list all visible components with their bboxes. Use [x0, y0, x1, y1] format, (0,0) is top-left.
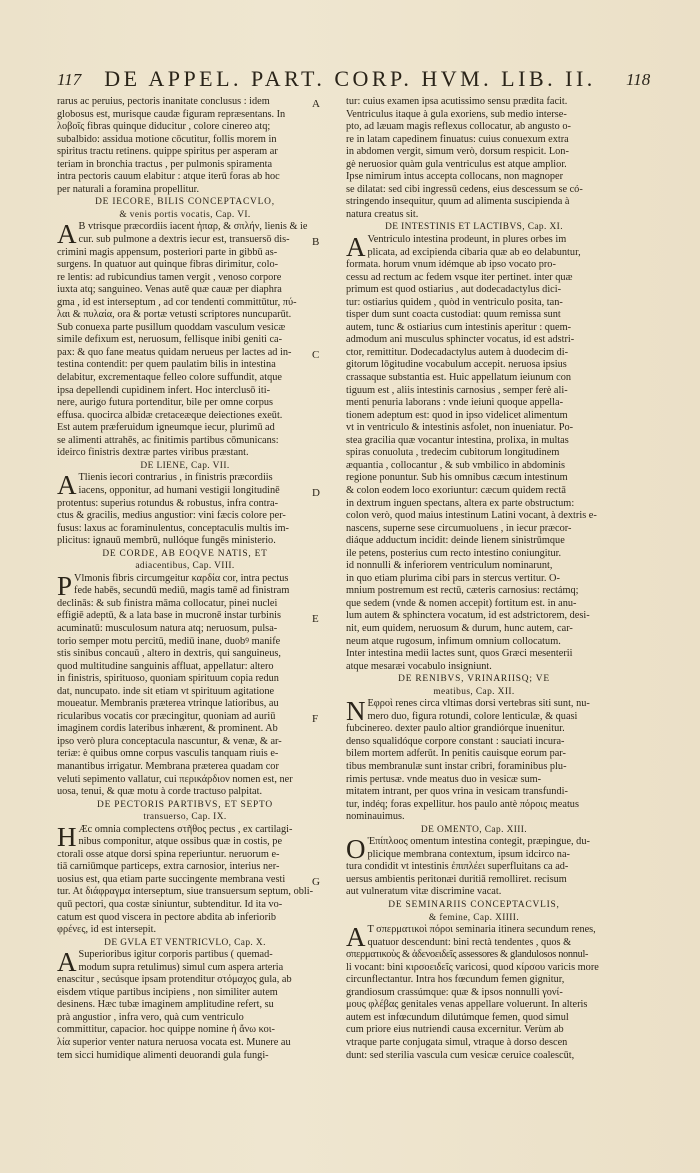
text-line: iacens, opponitur, ad humani vestigii longitudinē	[78, 484, 280, 496]
text-line: μους φλέβας genitales venas appellare voluerunt. In alteris	[346, 999, 588, 1011]
text-line: Æc omnia complectens στῆθος pectus , ex cartilagi-	[78, 823, 293, 835]
text-line: delabitur, excrementaque felleo colore suffundit, atque	[57, 372, 282, 384]
chapter-heading: DE INTESTINIS ET LACTIBVS, Cap. XI.	[385, 222, 563, 233]
running-head	[0, 66, 700, 94]
text-line: stea gracilia quæ vocantur intestina, prolixa, in multas	[346, 434, 569, 446]
chapter-heading: & venis portis vocatis, Cap. VI.	[119, 209, 251, 220]
text-line: denso squalidóque corpore constant : sauciati incura-	[346, 735, 565, 747]
text-line: cessu ad rectum ac fedem vsque iter pertinet. inter quæ	[346, 271, 573, 283]
text-line: effigiē adeptū, & a lata base in mucronē instar turbinis	[57, 610, 281, 622]
text-line: spiras conuoluta , tredecim cubitorum longitudinem	[346, 447, 560, 459]
text-line: teriæ: è quibus omne corpus vasculis tanquam riuis e-	[57, 748, 279, 760]
text-line: plicitus: ignauū membrū, nullóque fungēs ministerio.	[57, 535, 276, 547]
drop-cap: A	[57, 219, 77, 250]
text-line: tur, indéq; foras expellitur. hos paulo antè πόροις meatus	[346, 798, 579, 810]
chapter-heading: DE GVLA ET VENTRICVLO, Cap. X.	[104, 937, 266, 948]
text-line: tura condidit vt intestinis ἐπιπλέει superfluitans ca ad-	[346, 861, 569, 873]
text-line: λαι & πυλαία, ora & portæ vetusti scriptores nuncuparūt.	[57, 309, 292, 321]
text-line: id nonnulli & inferiorem ventriculum nominarunt,	[346, 560, 553, 572]
text-line: li vocant: bini κιρσοειδεῖς varicosi, quod κίρσου varicis more	[346, 961, 599, 973]
text-line: neum atque rugosum, infimum omnium collocatum.	[346, 635, 561, 647]
text-line: Est autem præferuidum igneumque iecur, plurimū ad	[57, 422, 275, 434]
text-line: veluti sepimento vallatur, cui περικάρδιον nomen est, ner	[57, 773, 293, 785]
chapter-heading: DE LIENE, Cap. VII.	[140, 460, 230, 471]
text-line: tionem adeptum est: quod in ipso videlicet alimentum	[346, 409, 568, 421]
text-line: regione ponuntur. Sub his omnibus cæcum intestinum	[346, 472, 568, 484]
margin-letter: A	[312, 98, 320, 110]
text-line: Τ σπερματικοὶ πόροι seminaria itinera secundum renes,	[367, 924, 596, 936]
text-line: imaginem cordis lateribus inhærent, & prominent. Ab	[57, 723, 278, 735]
text-line: ipso verò plura conceptacula nascuntur, & venæ, & ar-	[57, 735, 282, 747]
text-line: pto, ad læuam magis reflexus collocatur, ab angusto o-	[346, 121, 571, 133]
text-line: crimini magis appensum, posteriori parte in gibbū as-	[57, 246, 278, 258]
chapter-heading: DE CORDE, AB EOQVE NATIS, ET	[102, 548, 268, 559]
text-line: in abdomen vergit, simum verò, dorsum respicit. Lon-	[346, 146, 569, 158]
text-line: crassaque substantia est. Huic appellatum ieiunum con	[346, 372, 572, 384]
text-line: per naturali a foramina propellitur.	[57, 183, 200, 195]
text-line: testina contendit: per quem paulatim bilis in intestina	[57, 359, 276, 371]
drop-cap: A	[57, 947, 77, 978]
folio-left: 117	[57, 70, 82, 89]
text-line: nascens, superne sese circumuoluens , in iecur præcor-	[346, 522, 572, 534]
margin-letter: F	[312, 712, 319, 725]
text-line: fusus: laxus ac foraminulentus, conceptaculis multis im-	[57, 522, 289, 534]
text-line: moueatur. Membranis præterea vtrinque latioribus, au	[57, 698, 279, 710]
text-line: surgens. In quatuor aut quinque fibras dirimitur, colo-	[57, 259, 279, 271]
text-line: prà angustior , infra vero, quà cum ventriculo	[57, 1011, 244, 1023]
text-line: gma , id est interseptum , ad cor tendenti committūtur, πύ-	[57, 296, 297, 308]
text-line: uosa, tenui, & quæ motu à corde tractuso palpitat.	[57, 786, 263, 798]
text-line: iuxta atq; sanguineo. Venas autē quæ cauæ per diaphra	[57, 284, 282, 296]
text-line: nit, eum quidem, neruosum & durum, hunc autem, car-	[346, 622, 573, 634]
drop-cap: A	[346, 922, 366, 953]
text-line: ipsa depellendi cupidinem infert. Hoc interclusō iti-	[57, 384, 271, 396]
text-line: teriam in bronchia tractus , per pulmonis spiramenta	[57, 158, 273, 170]
text-line: Ipse nimirum intus accepta collocans, non magnoper	[346, 171, 564, 183]
text-line: colon verò, quod maius intestinum Latini vocant, à dextris e-	[346, 510, 597, 522]
text-line: æquantia , collocantur , & sub vmbilico in abdominis	[346, 459, 566, 471]
text-line: fede habēs, secundū mediū, magis tamē ad finistram	[74, 585, 290, 597]
text-line: vt in ventriculo & intestinis asfolet, non inueniatur. Po-	[346, 422, 574, 434]
text-line: effusa. quocirca albidæ cretaceæque deiectiones exeūt.	[57, 409, 283, 421]
text-line: tiguum est , aliis intestinis carnosius , semper ferè ali-	[346, 384, 568, 396]
text-line: ricularibus vocatis cor præcingitur, quoniam ad auriū	[57, 710, 276, 722]
text-line: nominauimus.	[346, 811, 405, 823]
text-line: uersus ambientis peritonæi duritiā remolliret. recisum	[346, 873, 567, 885]
text-line: in finistris, spirituoso, quoniam spirituum copia redun	[57, 673, 279, 685]
margin-letter: D	[312, 487, 320, 500]
text-line: diáque adductum incidit: deinde lienem sinistrūmque	[346, 535, 565, 547]
text-line: tur: cuius examen ipsa acutissimo sensu prædita facit.	[346, 96, 568, 107]
margin-letter: B	[312, 236, 320, 249]
text-line: intra pectoris cauum elabitur : atque iterū foras ab hoc	[57, 171, 280, 183]
text-line: protentus: superius rotundus & robustus, infra contra-	[57, 497, 279, 509]
text-line: modum supra retulimus) simul cum aspera arteria	[78, 961, 284, 973]
text-line: ctorali osse atque dorsi spina reperiuntur. neruorum e-	[57, 848, 280, 860]
text-line: globosus est, murisque caudæ figuram repræsentans. In	[57, 108, 286, 120]
text-line: stis sinibus concauū , altero in dextris, qui sanguineus,	[57, 648, 281, 660]
chapter-heading: DE IECORE, BILIS CONCEPTACVLO,	[95, 197, 275, 208]
text-line: stringendo insequitur, quum ad alimenta suscipienda à	[346, 196, 570, 208]
text-line: quod multitudine sanguinis affluat, appellatur: altero	[57, 660, 274, 672]
text-line: vtraque parte conjugata simul, vtraque à dorso descen	[346, 1037, 568, 1049]
right-column	[346, 96, 602, 1062]
text-line: & colon eodem loco exoriuntur: cæcum quidem rectā	[346, 484, 566, 496]
text-line: formata. horum vnum idémque ab ipso vocato pro-	[346, 259, 556, 271]
text-line: Εφροὶ renes circa vltimas dorsi vertebras siti sunt, nu-	[367, 698, 590, 710]
text-line: Superioribus igitur corporis partibus ( quemad-	[78, 949, 273, 961]
text-line: tibus membranulæ sunt instar cribri, foraminibus plu-	[346, 760, 567, 772]
text-line: tisper dum sunt coacta custodiat: quum remissa sunt	[346, 309, 561, 321]
drop-cap: A	[346, 232, 366, 263]
chapter-heading: DE OMENTO, Cap. XIII.	[420, 824, 528, 835]
text-line: Inter intestina medii lactes sunt, quos Græci mesenterii	[346, 648, 573, 660]
text-line: que sedem (vnde & nomen accepit) fortitum est. in anu-	[346, 597, 577, 609]
text-line: uosius est, qua etiam parte succingente membrana vesti	[57, 873, 286, 885]
text-line: circunflectantur. Intra hos fœcundum femen gignitur,	[346, 974, 565, 986]
text-line: declinās: & sub finistra māma collocatur, pinei nuclei	[57, 597, 278, 609]
text-line: dunt: sed sterilia vascula cum vesicæ ceruice coalescūt,	[346, 1049, 575, 1061]
chapter-heading: meatibus, Cap. XII.	[433, 686, 515, 697]
drop-cap: O	[346, 834, 366, 865]
text-line: eisdem vtique partibus incipiens , non similiter autem	[57, 986, 278, 998]
margin-letter: G	[312, 876, 320, 889]
text-line: torio semper motu percitū, mediū inane, duobꝰ manife	[57, 635, 281, 647]
text-line: Sub conuexa parte pusillum quoddam vasculum vesicæ	[57, 321, 286, 333]
text-line: aut vulneratum vitæ discrimine vacat.	[346, 886, 502, 898]
text-line: ile petens, posterius cum recto intestino coniungitur.	[346, 547, 562, 559]
text-line: rimis pertusæ. vnde meatus duo in vesicæ sum-	[346, 773, 542, 785]
text-line: Ventriculus itaque à gula exoriens, sub medio interse-	[346, 108, 567, 120]
text-line: autem est infœcundum dilutúmque femen, quod simul	[346, 1011, 569, 1023]
text-line: grandiosum crassúmque: quæ & ipsos nonnulli γονί-	[346, 986, 563, 998]
text-line: tur: ostiarius quidem , quòd in ventriculo posita, tan-	[346, 296, 563, 308]
text-line: primum est quod ostiarius , aut dodecadactylus dici-	[346, 284, 562, 296]
text-line: desinens. Hæc tubæ imaginem amplitudine refert, su	[57, 999, 274, 1011]
drop-cap: N	[346, 696, 366, 727]
text-line: autem, tunc & ostiarius cum intestinis aperitur : quem-	[346, 321, 572, 333]
text-line: tem sicci humidique alimenti deuorandi gula fungi-	[57, 1049, 269, 1061]
text-line: nere, aurigo futura portenditur, bile per omne corpus	[57, 397, 274, 409]
text-line: mnium postremum est rectū, cæteris carnosius: rectámq;	[346, 585, 579, 597]
text-line: λία superior venter natura neruosa vocata est. Munere au	[57, 1037, 291, 1049]
text-line: tiā carniūmque particeps, extra carnosior, interius ner-	[57, 861, 280, 873]
text-line: cum priore eius nutriendi causa excernitur. Verùm ab	[346, 1024, 564, 1036]
text-line: plicata, ad excipienda cibaria quæ ab eo delabuntur,	[367, 246, 581, 258]
text-line: spiritus tractu retinens. quippe spiritus per asperam ar	[57, 146, 278, 158]
text-line: Ventriculo intestina prodeunt, in plures orbes im	[367, 234, 567, 246]
text-line: in dextrum inguen spectans, altera ex parte obstructum:	[346, 497, 575, 509]
text-line: mero duo, figura rotundi, colore lenticulæ, & quasi	[367, 710, 578, 722]
text-line: tur. At διάφραγμα interseptum, siue transuersum septum, obli-	[57, 886, 314, 898]
text-line: bilem mortem adferūt. In penitis cauisque eorum par-	[346, 748, 566, 760]
text-line: catum est quod viscera in pectore abdita ab inferiorib	[57, 911, 277, 923]
text-line: dat, nuncupato. inde sit etiam vt spirituum agitatione	[57, 685, 275, 697]
text-line: se alimenti attrahēs, ac finitimis partibus cōmunicans:	[57, 434, 279, 446]
text-line: Tlienis iecori contrarius , in finistris præcordiis	[78, 472, 273, 484]
text-line: ctor, remittitur. Dodecadactylus autem à duodecim di-	[346, 346, 569, 358]
text-line: re in latam capedinem finuatus: cuius conuexum extra	[346, 133, 569, 145]
text-line: cur. sub pulmone a dextris iecur est, transuersō dis-	[78, 234, 290, 246]
text-line: σπερματικοὺς & ἀδενοειδεῖς assessores & glandulosos nonnul-	[346, 949, 589, 961]
chapter-heading: DE PECTORIS PARTIBVS, ET SEPTO	[97, 799, 273, 810]
drop-cap: H	[57, 821, 77, 852]
text-line: manantibus irrigatur. Membrana præterea quadam cor	[57, 760, 279, 772]
text-line: quū pectori, qua costæ siniuntur, subtenditur. Id ita vo-	[57, 899, 283, 910]
text-line: rarus ac peruius, pectoris inanitate conclusus : idem	[57, 96, 270, 107]
margin-letter: E	[312, 612, 319, 625]
text-line: φρένες, id est intersepit.	[57, 924, 157, 936]
margin-letter: C	[312, 349, 320, 361]
text-line: menti penuria laborans : vnde ieiuni quoque appella-	[346, 397, 564, 409]
text-line: fubcinereo. dexter paulo altior grandiórque inuenitur.	[346, 723, 565, 735]
text-line: re lentis: ad rubicundius tamen vergit , venoso corpore	[57, 271, 282, 283]
left-column	[57, 96, 313, 1062]
text-line: nibus componitur, atque ossibus quæ in costis, pe	[78, 836, 283, 848]
text-line: quatuor descendunt: bini rectà tendentes , quos &	[367, 936, 572, 948]
text-line: gè neruosior quàm gula ventriculus est atque amplior.	[346, 158, 567, 170]
text-line: gitorum lōgitudine vocabulum accepit. neruosa ipsius	[346, 359, 567, 371]
text-line: Vlmonis fibris circumgeitur καρδία cor, intra pectus	[74, 572, 289, 584]
text-line: enascitur , secúsque ipsam protenditur στόμαχος gula, ab	[57, 974, 292, 986]
text-line: committitur, capacior. hoc quippe nomine ἡ ἄνω κοι-	[57, 1024, 275, 1036]
text-line: ctus & gracilis, medius angustior: vini fæcis colore per-	[57, 510, 286, 522]
chapter-heading: adiacentibus, Cap. VIII.	[135, 561, 235, 572]
text-line: in quo etiam plurima cibi pars in stercus vertitur. O-	[346, 572, 560, 584]
text-line: atque mesaræi vocabulo insigniunt.	[346, 660, 492, 672]
text-line: acuminatū: musculosum natura atq; neruosum, pulsa-	[57, 622, 278, 634]
chapter-heading: & femine, Cap. XIIII.	[428, 912, 520, 923]
text-line: lum autem & sphinctera vocatum, id est adstrictorem, desi-	[346, 610, 590, 622]
folio-right: 118	[626, 70, 651, 89]
chapter-heading: transuerso, Cap. IX.	[143, 812, 227, 823]
text-line: plicique membrana contextum, ipsum idcirco na-	[367, 848, 570, 860]
drop-cap: A	[57, 470, 77, 501]
text-line: Ἐπίπλοος omentum intestina contegit, præpingue, du-	[367, 836, 590, 848]
text-line: natura creatus sit.	[346, 208, 419, 220]
text-line: subalbido: assidua motione cōcutitur, follis morem in	[57, 133, 277, 145]
text-line: ideirco finistris dextræ partes viribus præstant.	[57, 447, 249, 459]
text-line: λοβοῖς fibras quinque diducitur , colore cinereo atq;	[57, 121, 271, 133]
text-line: B vtrisque præcordiis iacent ἡπαρ, & σπλήν, lienis & ie	[78, 221, 308, 233]
text-line: admodum ani musculus sphincter vocatus, id est adstri-	[346, 334, 575, 346]
text-line: simile defixum est, neruosum, fellisque inibi geniti ca-	[57, 334, 283, 346]
text-line: mitatem intrant, per quos vrina in vesicam transfundi-	[346, 786, 568, 798]
text-line: se dilatat: sed cibi ingressū cedens, eius descessum se có-	[346, 183, 583, 195]
drop-cap: P	[57, 570, 73, 601]
chapter-heading: DE RENIBVS, VRINARIISQ; VE	[398, 674, 550, 685]
running-title: DE APPEL. PART. CORP. HVM. LIB. II.	[104, 66, 596, 91]
chapter-heading: DE SEMINARIIS CONCEPTACVLIS,	[388, 900, 560, 910]
text-line: pax: & quo fane meatus quidam nerueus per lactes ad in-	[57, 346, 292, 358]
